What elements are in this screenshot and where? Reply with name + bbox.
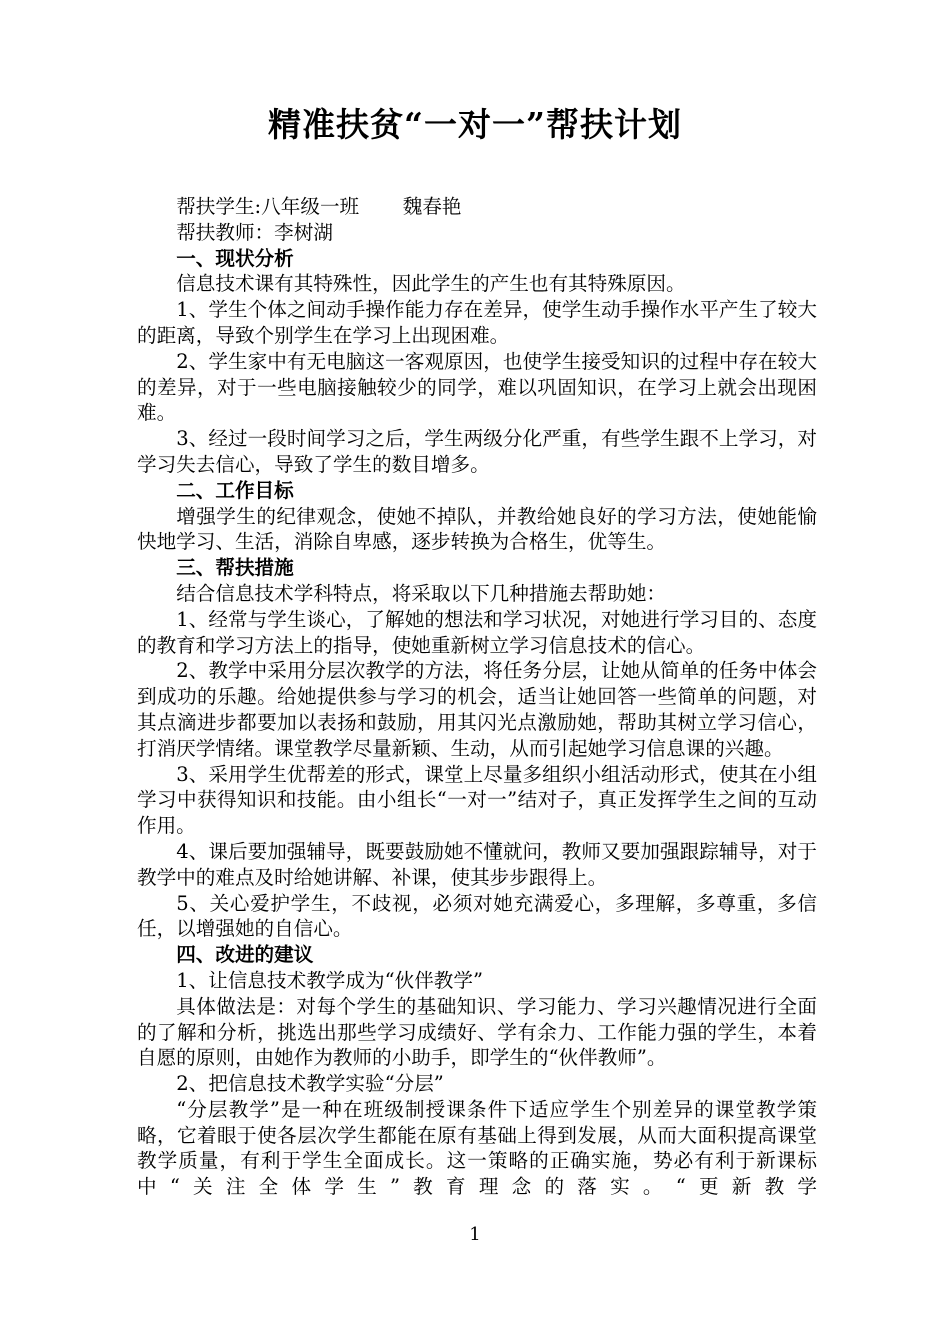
teacher-line: 帮扶教师：李树湖 xyxy=(176,220,333,244)
paragraph: 2、教学中采用分层次教学的方法，将任务分层，让她从简单的任务中体会到成功的乐趣。给她提供参与学习的机会，适当让她回答一些简单的问题，对其点滴进步都要加以表扬和鼓励，用其闪光点激励她，帮助其树立学习信心，打消厌学情绪。课堂教学尽量新颖、生动，从而引起她学习信息课的兴趣。 xyxy=(137,659,817,760)
document-body xyxy=(137,194,817,1200)
section-heading: 一、现状分析 xyxy=(176,246,294,270)
paragraph: 信息技术课有其特殊性，因此学生的产生也有其特殊原因。 xyxy=(176,272,686,296)
paragraph: 2、把信息技术教学实验“分层” xyxy=(176,1072,444,1096)
section-heading: 二、工作目标 xyxy=(176,478,294,502)
section-heading: 三、帮扶措施 xyxy=(176,556,294,580)
student-line: 帮扶学生:八年级一班 魏春艳 xyxy=(176,195,462,218)
paragraph: 增强学生的纪律观念，使她不掉队，并教给她良好的学习方法，使她能愉快地学习、生活，消除自卑感，逐步转换为合格生，优等生。 xyxy=(137,504,817,554)
paragraph: 1、学生个体之间动手操作能力存在差异，使学生动手操作水平产生了较大的距离，导致个别学生在学习上出现困难。 xyxy=(137,298,817,347)
document-title: 精准扶贫“一对一”帮扶计划 xyxy=(268,105,682,144)
paragraph: 1、让信息技术教学成为“伙伴教学” xyxy=(176,968,483,992)
page-number: 1 xyxy=(469,1224,481,1245)
paragraph: 5、关心爱护学生，不歧视，必须对她充满爱心，多理解，多尊重，多信任，以增强她的自信心。 xyxy=(137,891,817,941)
paragraph: “分层教学”是一种在班级制授课条件下适应学生个别差异的课堂教学策略，它着眼于使各层次学生都能在原有基础上得到发展，从而大面积提高课堂教学质量，有利于学生全面成长。这一策略的正确实施，势必有利于新课标中“关注全体学生”教育理念的落实。“更新教学 xyxy=(137,1097,817,1199)
paragraph: 具体做法是：对每个学生的基础知识、学习能力、学习兴趣情况进行全面的了解和分析，挑选出那些学习成绩好、学有余力、工作能力强的学生，本着自愿的原则，由她作为教师的小助手，即学生的“伙伴教师”。 xyxy=(137,994,817,1070)
paragraph: 3、经过一段时间学习之后，学生两级分化严重，有些学生跟不上学习，对学习失去信心，导致了学生的数目增多。 xyxy=(137,427,817,476)
paragraph: 3、采用学生优帮差的形式，课堂上尽量多组织小组活动形式，使其在小组学习中获得知识和技能。由小组长“一对一”结对子，真正发挥学生之间的互动作用。 xyxy=(137,762,817,838)
paragraph: 2、学生家中有无电脑这一客观原因，也使学生接受知识的过程中存在较大的差异，对于一些电脑接触较少的同学，难以巩固知识，在学习上就会出现困难。 xyxy=(137,349,817,425)
paragraph: 4、课后要加强辅导，既要鼓励她不懂就问，教师又要加强跟踪辅导，对于教学中的难点及时给她讲解、补课，使其步步跟得上。 xyxy=(137,839,817,889)
paragraph: 结合信息技术学科特点，将采取以下几种措施去帮助她： xyxy=(176,581,667,605)
section-heading: 四、改进的建议 xyxy=(176,943,314,967)
paragraph: 1、经常与学生谈心，了解她的想法和学习状况，对她进行学习目的、态度的教育和学习方法上的指导，使她重新树立学习信息技术的信心。 xyxy=(137,607,817,657)
